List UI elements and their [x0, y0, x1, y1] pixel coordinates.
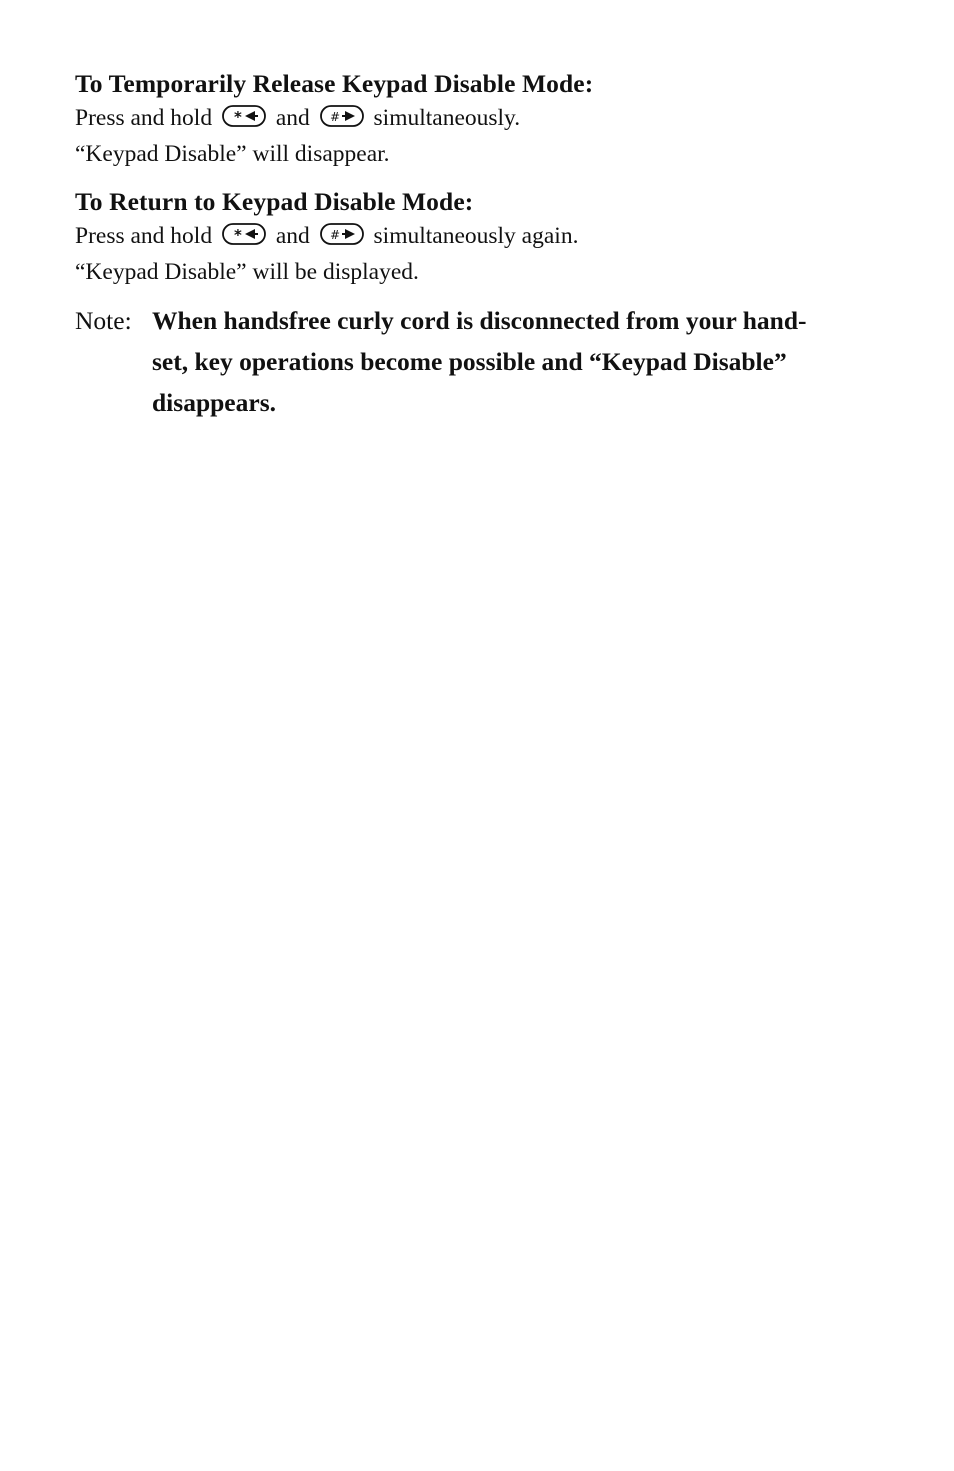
svg-text:#: #: [329, 228, 340, 242]
and-text: and: [275, 223, 310, 249]
note-label: Note:: [75, 306, 132, 335]
and-text: and: [275, 105, 310, 131]
note-line-3: disappears.: [152, 388, 276, 417]
release-instruction: [75, 100, 895, 136]
svg-text:*: *: [233, 226, 242, 244]
manual-page: [75, 68, 895, 423]
release-section: [75, 68, 895, 172]
note-line-2: set, key operations become possible and “Keypad Disable”: [152, 347, 787, 376]
note-block: [75, 300, 895, 423]
simultaneously-again-text: simultaneously again.: [373, 223, 579, 249]
press-hold-text: Press and hold: [75, 223, 213, 249]
release-result: “Keypad Disable” will disappear.: [75, 141, 390, 167]
svg-text:#: #: [329, 110, 340, 124]
note-line-1: When handsfree curly cord is disconnected from your hand-: [152, 306, 807, 335]
press-hold-text: Press and hold: [75, 105, 213, 131]
star-left-key-icon: [221, 222, 267, 246]
return-result: “Keypad Disable” will be displayed.: [75, 259, 419, 285]
simultaneously-text: simultaneously.: [373, 105, 521, 131]
release-heading: To Temporarily Release Keypad Disable Mode:: [75, 69, 594, 98]
svg-text:*: *: [233, 108, 242, 126]
return-heading: To Return to Keypad Disable Mode:: [75, 187, 474, 216]
pound-right-key-icon: [319, 222, 365, 246]
star-left-key-icon: [221, 104, 267, 128]
pound-right-key-icon: [319, 104, 365, 128]
return-section: [75, 186, 895, 290]
note-body: [152, 300, 895, 423]
return-instruction: [75, 218, 895, 254]
